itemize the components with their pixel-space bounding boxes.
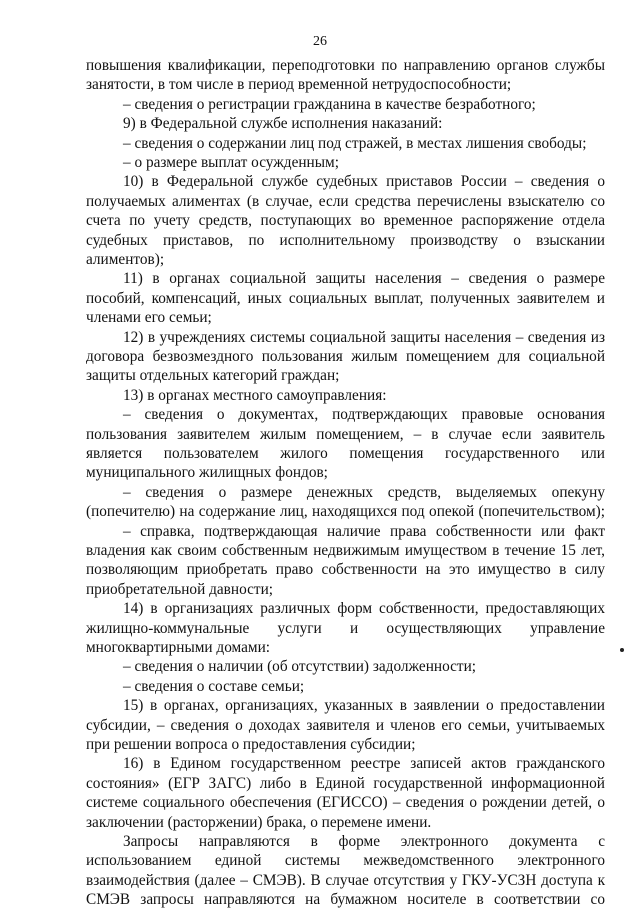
text-line: алиментов); [86, 251, 165, 268]
text-line: 11) в органах социальной защиты населения – сведения о размере [123, 270, 605, 288]
text-line: – сведения о наличии (об отсутствии) задолженности; [123, 658, 477, 676]
text-line: договора безвозмездного пользования жилым помещением для социальной [86, 348, 605, 365]
text-line: – сведения о регистрации гражданина в качестве безработного; [123, 95, 536, 113]
text-line: Запросы направляются в форме электронного документа с [123, 833, 605, 850]
text-line: использованием единой системы межведомственного электронного [86, 852, 605, 870]
text-line: состояния» (ЕГР ЗАГС) либо в Единой государственной информационной [86, 774, 605, 792]
text-line: – сведения о документах, подтверждающих правовые основания [123, 406, 605, 424]
text-line: счета по учету средств, поступающих во временное распоряжение отдела [86, 212, 605, 230]
text-line: судебных приставов, по исполнительному производству о взыскании [86, 231, 605, 249]
page-number: 26 [313, 34, 327, 49]
text-line: 13) в органах местного самоуправления: [123, 386, 387, 404]
text-line: – сведения о размере денежных средств, выделяемых опекуну [123, 483, 605, 501]
text-line: взаимодействия (далее – СМЭВ). В случае отсутствия у ГКУ-УСЗН доступа к [86, 871, 605, 889]
text-line: является пользователем жилого помещения государственного или [86, 445, 605, 462]
text-line: повышения квалификации, переподготовки по направлению органов службы [86, 57, 605, 74]
text-line: СМЭВ запросы направляются на бумажном носителе в соответствии со [86, 891, 605, 909]
text-line: субсидии, – сведения о доходах заявителя и членов его семьи, учитываемых [86, 716, 605, 734]
text-line: 9) в Федеральной службе исполнения наказаний: [123, 115, 443, 133]
text-line: приобретательной давности; [86, 580, 274, 598]
text-line: жилищно-коммунальные услуги и осуществляющих управление [86, 619, 605, 637]
text-line: многоквартирными домами: [86, 639, 271, 656]
text-line: – о размере выплат осужденным; [123, 154, 339, 171]
text-line: 16) в Едином государственном реестре записей актов гражданского [123, 755, 605, 773]
text-line: 12) в учреждениях системы социальной защиты населения – сведения из [123, 328, 605, 346]
text-line: при решении вопроса о предоставления субсидии; [86, 736, 416, 753]
text-line: 15) в органах, организациях, указанных в заявлении о предоставлении [123, 697, 605, 715]
text-line: системе социального обеспечения (ЕГИССО) – сведения о рождении детей, о [86, 794, 605, 812]
text-line: – сведения о содержании лиц под стражей, в местах лишения свободы; [123, 134, 587, 152]
text-line: получаемых алиментах (в случае, если средства перечислены взыскателю со [86, 192, 605, 210]
text-line: (попечителю) на содержание лиц, находящихся под опекой (попечительством); [86, 503, 605, 521]
text-line: 14) в организациях различных форм собственности, предоставляющих [123, 600, 605, 618]
text-line: членами его семьи; [86, 309, 212, 327]
text-line: – справка, подтверждающая наличие права собственности или факт [123, 522, 605, 540]
text-line: 10) в Федеральной службе судебных приставов России – сведения о [123, 173, 605, 191]
text-line: муниципального жилищных фондов; [86, 464, 328, 482]
text-line: пособий, компенсаций, иных социальных выплат, полученных заявителем и [86, 289, 605, 307]
text-line: владения как своим собственным недвижимым имуществом в течение 15 лет, [86, 542, 605, 559]
text-line: защиты отдельных категорий граждан; [86, 367, 340, 385]
margin-dot [620, 648, 624, 652]
text-line: занятости, в том числе в период временной нетрудоспособности; [86, 76, 512, 94]
text-line: – сведения о составе семьи; [123, 677, 305, 695]
text-line: позволяющим приобретать право собственности на это имущество в силу [86, 561, 605, 579]
text-line: пользования заявителем жилым помещением, – в случае если заявитель [86, 425, 605, 443]
text-line: заключении (расторжении) брака, о перемене имени. [86, 813, 432, 831]
